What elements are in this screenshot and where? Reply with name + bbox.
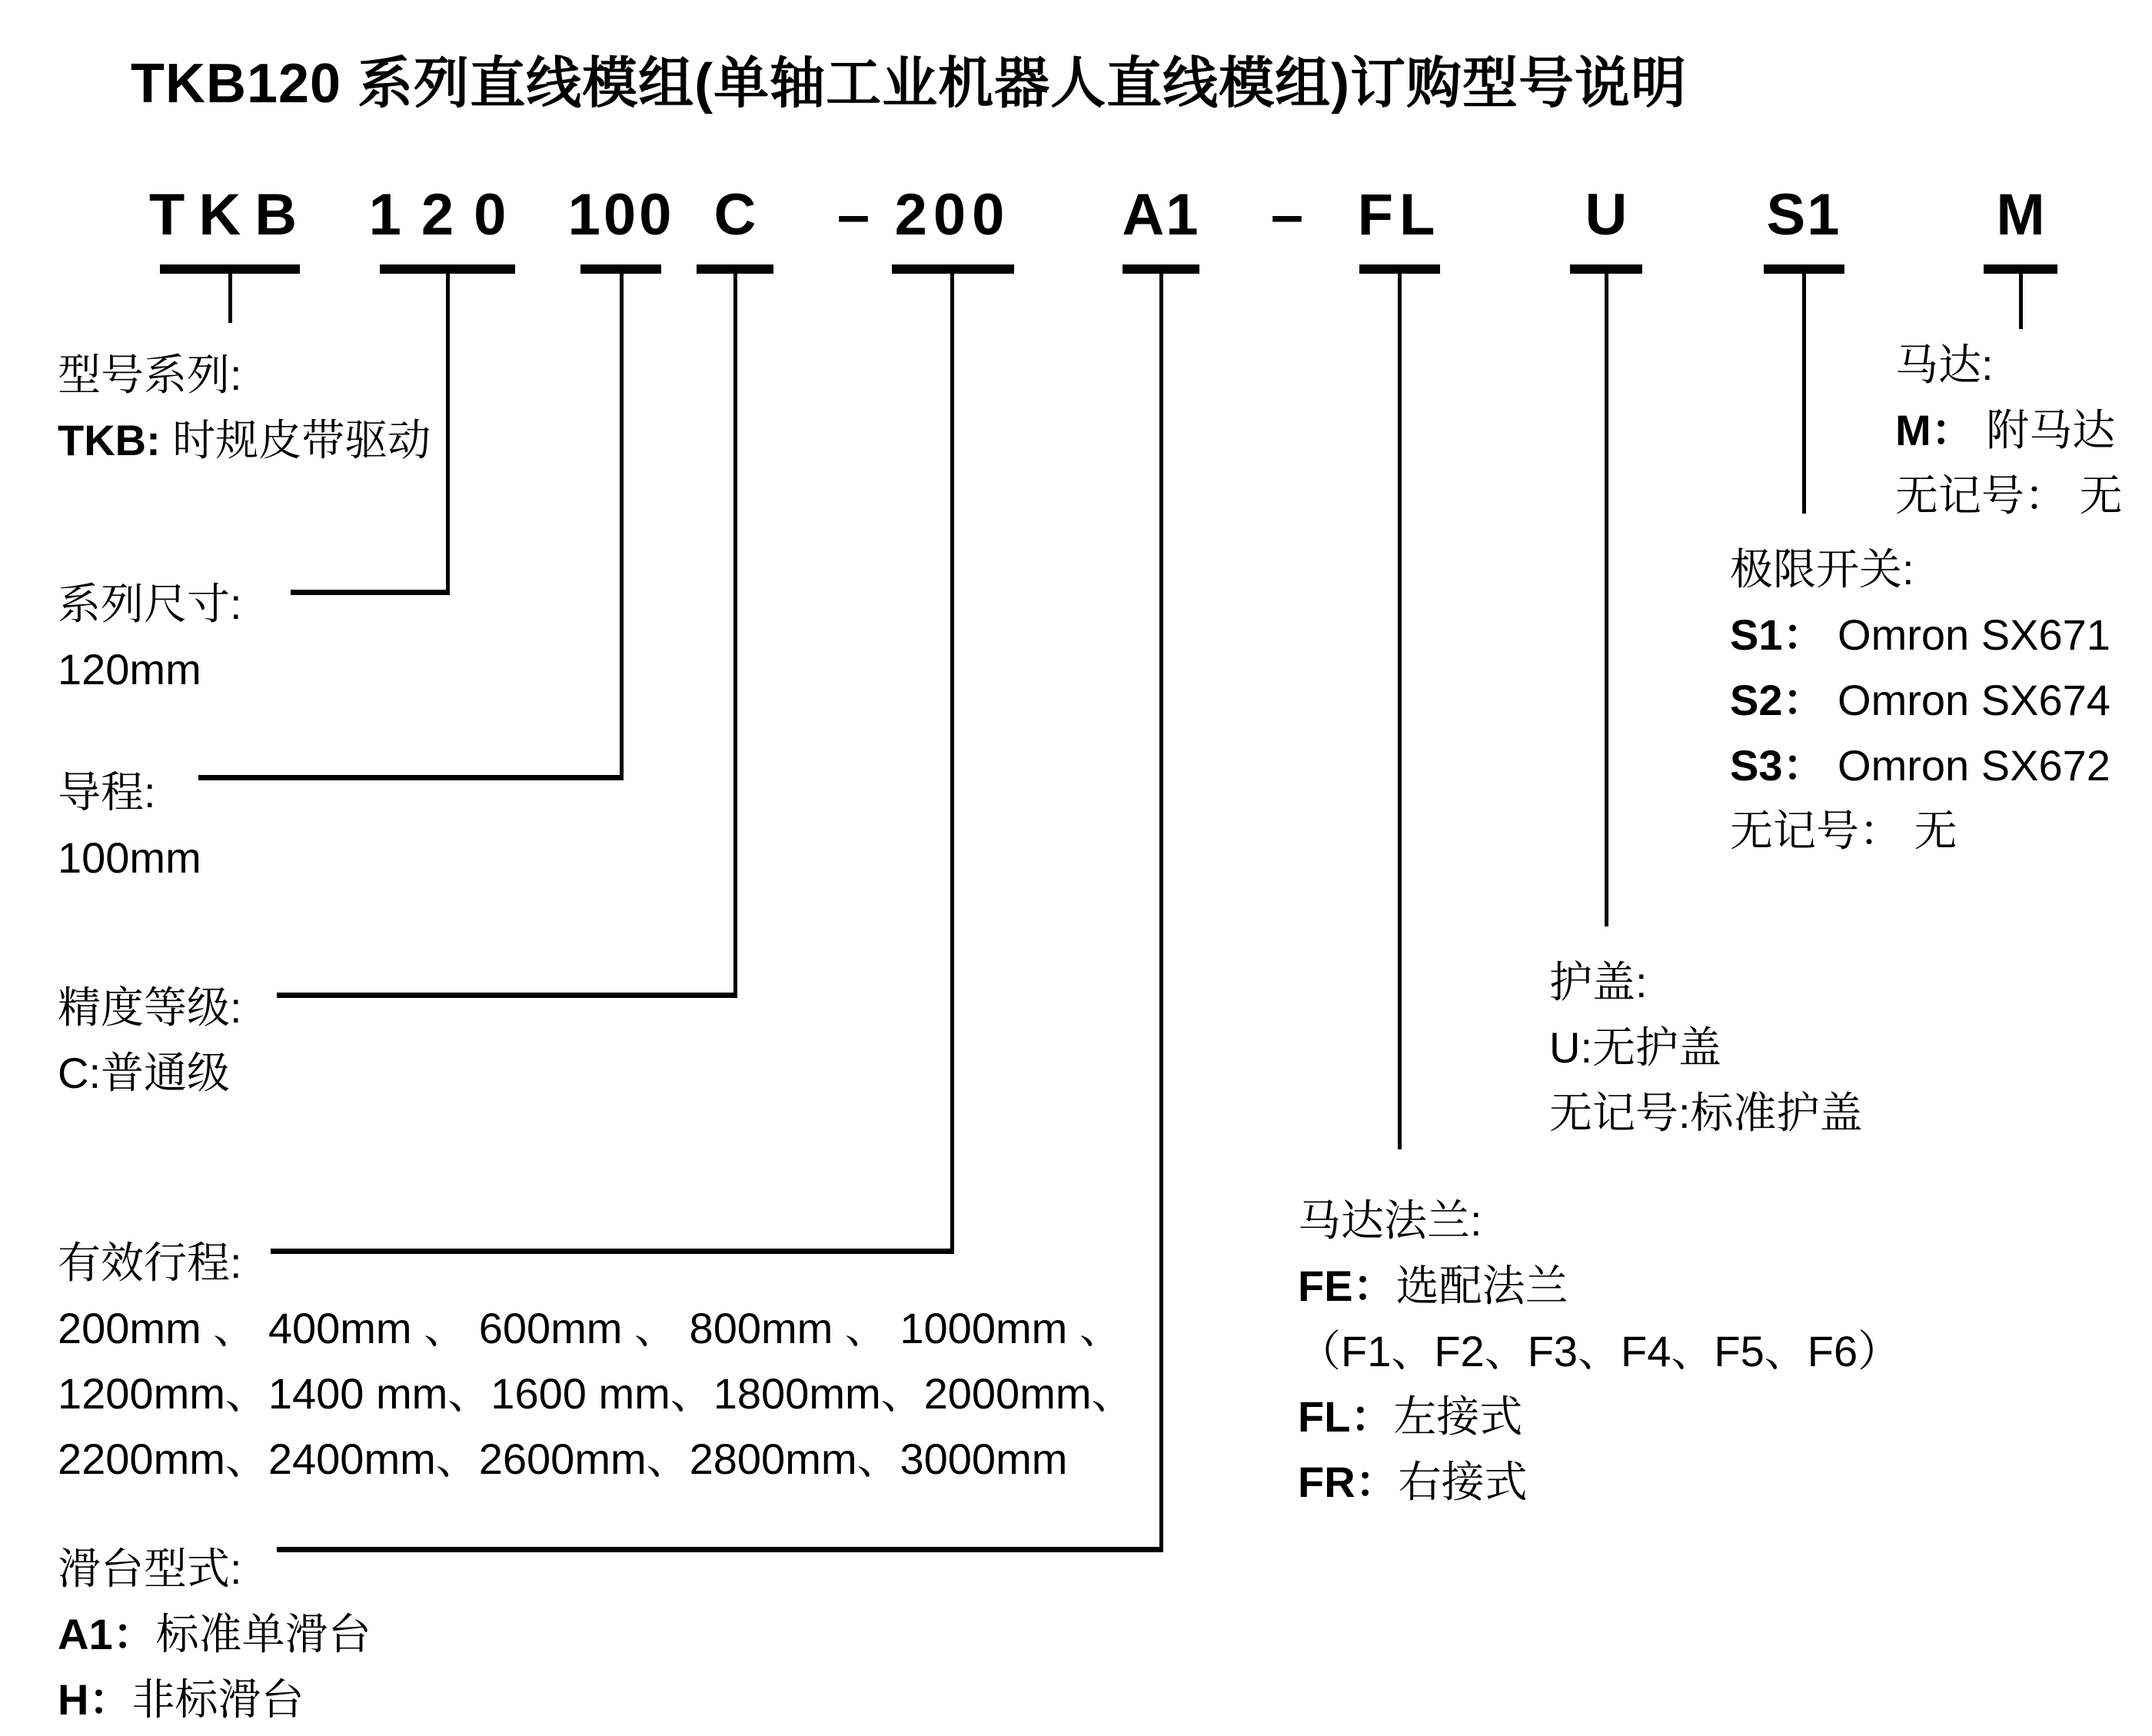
section-series-size [58, 571, 242, 702]
section-label: 型号系列: [58, 351, 242, 399]
section-line: （F1、F2、F3、F4、F5、F6） [1298, 1327, 1901, 1375]
page-title: TKB120 系列直线模组(单轴工业机器人直线模组)订购型号说明 [131, 53, 1688, 115]
section-line: H：非标滑台 [58, 1675, 304, 1724]
section-line: S3： Omron SX672 [1730, 741, 2110, 790]
section-line: FE：选配法兰 [1298, 1262, 1568, 1310]
model-code-segment-c: C [713, 182, 757, 248]
leader-line-series-size [291, 590, 450, 595]
section-line: A1：标准单滑台 [58, 1610, 371, 1658]
section-line: 200mm 、 400mm 、 600mm 、 800mm 、 1000mm 、 [58, 1304, 1123, 1352]
model-code-segment-a1: A1 [1122, 182, 1200, 248]
connector-line-s1 [1802, 269, 1806, 514]
section-label: 滑台型式: [58, 1545, 242, 1593]
section-label: 有效行程: [58, 1239, 242, 1287]
section-label: 精度等级: [58, 983, 242, 1032]
section-motor [1895, 332, 2123, 528]
section-label: 马达法兰: [1298, 1196, 1482, 1245]
section-line: 120mm [58, 645, 201, 693]
connector-line-a1 [1159, 269, 1163, 1551]
section-line: TKB: 时规皮带驱动 [58, 416, 431, 464]
section-label: 护盖: [1549, 958, 1648, 1006]
connector-line-100 [620, 269, 624, 780]
model-code-segment-200: 200 [894, 182, 1011, 248]
section-line: 2200mm、2400mm、2600mm、2800mm、3000mm [58, 1435, 1068, 1483]
section-line: 无记号： 无 [1730, 806, 1957, 855]
section-line: 无记号:标准护盖 [1549, 1089, 1863, 1137]
section-line: 无记号： 无 [1895, 471, 2123, 520]
section-slider-type [58, 1536, 371, 1732]
connector-line-c [733, 269, 737, 997]
connector-line-fl [1398, 269, 1402, 1149]
model-code-segment-tkb: TKB [148, 182, 311, 248]
section-lead [58, 760, 201, 890]
section-line: S2： Omron SX674 [1730, 676, 2110, 724]
section-cover [1549, 949, 1863, 1146]
model-code-segment-m: M [1996, 182, 2045, 248]
model-code-segment-120: 120 [368, 182, 527, 248]
section-label: 导程: [58, 768, 156, 816]
model-code-dash-1: – [837, 182, 870, 248]
connector-line-tkb [228, 269, 232, 323]
connector-line-120 [446, 269, 450, 595]
connector-line-200 [950, 269, 954, 1254]
section-line: C:普通级 [58, 1049, 230, 1097]
model-code-dash-2: – [1270, 182, 1304, 248]
section-label: 系列尺寸: [58, 580, 242, 628]
section-line: FR：右接式 [1298, 1458, 1528, 1506]
section-model-series [58, 342, 431, 473]
model-code-segment-s1: S1 [1766, 182, 1841, 248]
connector-line-m [2019, 269, 2023, 329]
section-label: 极限开关: [1730, 545, 1914, 594]
leader-line-slider-type [277, 1547, 1163, 1552]
section-motor-flange [1298, 1188, 1901, 1515]
model-code-segment-100: 100 [567, 182, 675, 248]
connector-line-u [1605, 269, 1608, 926]
section-label: 马达: [1895, 341, 1994, 389]
model-code-segment-fl: FL [1357, 182, 1442, 248]
section-line: FL：左接式 [1298, 1392, 1523, 1441]
leader-line-lead [198, 775, 624, 780]
section-line: U:无护盖 [1549, 1023, 1721, 1072]
section-line: M： 附马达 [1895, 406, 2116, 454]
section-line: S1： Omron SX671 [1730, 610, 2110, 659]
leader-line-accuracy-grade [277, 993, 737, 998]
section-limit-switch [1730, 537, 2110, 863]
section-line: 100mm [58, 833, 201, 882]
model-code-segment-u: U [1585, 182, 1628, 248]
section-effective-stroke [58, 1230, 1135, 1492]
section-line: 1200mm、1400 mm、1600 mm、1800mm、2000mm、 [58, 1369, 1135, 1418]
section-accuracy-grade [58, 975, 242, 1106]
